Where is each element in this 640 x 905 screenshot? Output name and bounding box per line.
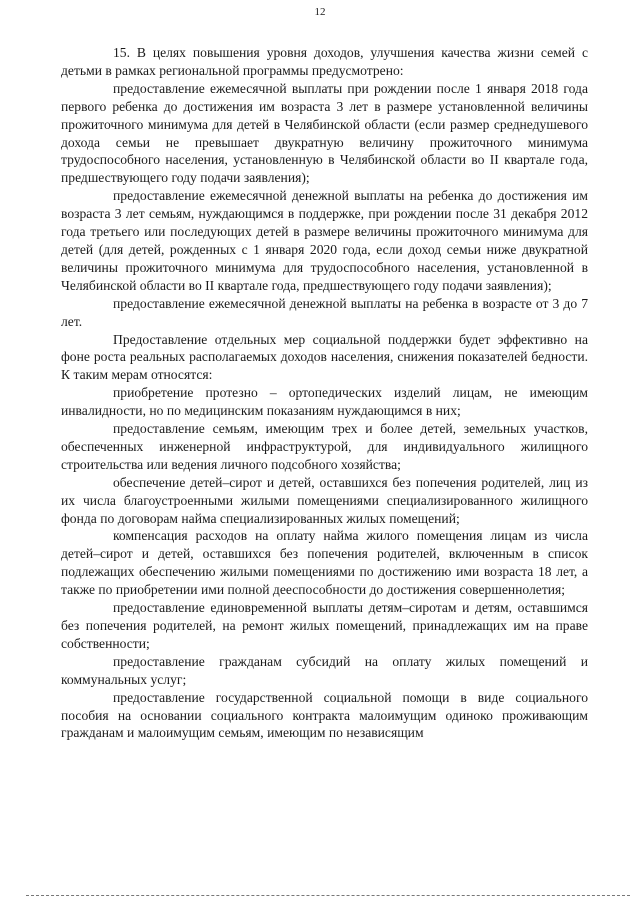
body-text	[61, 44, 588, 742]
paragraph-repair-payment: предоставление единовременной выплаты детям–сиротам и детям, оставшимся без попечения родителей, на ремонт жилых помещений, принадлежащих им на праве собственности;	[61, 600, 588, 651]
page-bottom-divider	[26, 895, 630, 896]
paragraph-utility-subsidies: предоставление гражданам субсидий на оплату жилых помещений и коммунальных услуг;	[61, 653, 588, 687]
page-number: 12	[314, 6, 326, 18]
paragraph-social-contract: предоставление государственной социальной помощи в виде социального пособия на основании социального контракта малоимущим одиноко проживающим гражданам и малоимущим семьям, имеющим по независящим	[61, 689, 588, 741]
paragraph-rent-compensation: компенсация расходов на оплату найма жилого помещения лицам из числа детей–сирот и детей, оставшихся без попечения родителей, включенным в список подлежащих обеспечению жилыми помещениями по достижению ими возраста 18 лет, а также по приобретении ими полной дееспособности до достижения совершеннолетия;	[61, 528, 588, 598]
paragraph-intro: 15. В целях повышения уровня доходов, улучшения качества жизни семей с детьми в рамках региональной программы предусмотрено:	[61, 45, 588, 78]
paragraph-prosthetics: приобретение протезно – ортопедических изделий лицам, не имеющим инвалидности, но по медицинским показаниям нуждающимся в них;	[61, 385, 588, 419]
paragraph-support-measures: Предоставление отдельных мер социальной поддержки будет эффективно на фоне роста реальных располагаемых доходов населения, снижения показателей бедности. К таким мерам относятся:	[61, 331, 588, 383]
paragraph-land-plots: предоставление семьям, имеющим трех и более детей, земельных участков, обеспеченных инженерной инфраструктурой, для индивидуального жилищного строительства или ведения личного подсобного хозяйства;	[61, 421, 588, 472]
paragraph-orphan-housing: обеспечение детей–сирот и детей, оставшихся без попечения родителей, лиц из их числа благоустроенными жилыми помещениями специализированного жилищного фонда по договорам найма специализированных жилых помещений;	[61, 474, 588, 526]
paragraph-3-to-7-payment: предоставление ежемесячной денежной выплаты на ребенка в возрасте от 3 до 7 лет.	[61, 295, 588, 329]
paragraph-first-child-payment: предоставление ежемесячной выплаты при рождении после 1 января 2018 года первого ребенка до достижения им возраста 3 лет в размере установленной величины прожиточного минимума для детей в Челябинской области (если размер среднедушевого дохода семьи не превышает двукратную величину прожиточного минимума трудоспособного населения, установленную в Челябинской области во II квартале года, предшествующего году подачи заявления);	[61, 80, 588, 186]
paragraph-third-child-payment: предоставление ежемесячной денежной выплаты на ребенка до достижения им возраста 3 лет семьям, нуждающимся в поддержке, при рождении после 31 декабря 2012 года третьего или последующих детей в размере величины прожиточного минимума для детей (для детей, рожденных с 1 января 2020 года, если доход семьи ниже двукратной величины прожиточного минимума для трудоспособного населения, установленной в Челябинской области во II квартале года, предшествующего году подачи заявления);	[61, 188, 588, 293]
